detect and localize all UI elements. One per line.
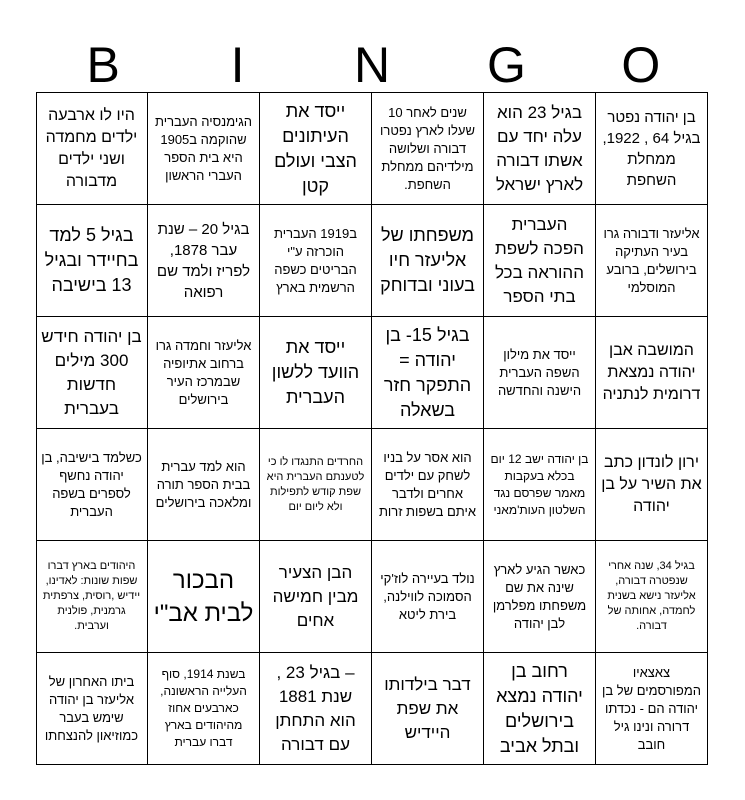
bingo-cell[interactable] [372, 93, 484, 205]
bingo-cell[interactable] [372, 653, 484, 765]
cell-text: ייסד את הוועד ללשון העברית [271, 337, 360, 407]
cell-text: ב1919 העברית הוכרזה ע"י הבריטים כשפה הרשמית בארץ [274, 225, 357, 295]
cell-text: ירון לונדון כתב את השיר על בן יהודה [601, 453, 702, 515]
bingo-cell[interactable] [260, 205, 372, 317]
bingo-cell[interactable] [260, 653, 372, 765]
cell-text: נולד בעיירה לוז'קי הסמוכה לווילנה, בירת ליטא [380, 570, 475, 622]
bingo-grid [36, 92, 708, 764]
cell-text: אליעזר ודבורה גרו בעיר העתיקה בירושלים, ברובע המוסלמי [603, 225, 700, 295]
cell-text: כאשר הגיע לארץ שינה את שם משפחתו מפלרמן לבן יהודה [492, 561, 587, 631]
bingo-cell[interactable] [484, 653, 596, 765]
cell-text: היו לו ארבעה ילדים מחמדה ושני ילדים מדבורה [45, 106, 138, 190]
cell-text: המושבה אבן יהודה נמצאת דרומית לנתניה [602, 341, 701, 403]
cell-text: ייסד את מילון השפה העברית הישנה והחדשה [497, 346, 582, 398]
cell-text: בשנת 1914, סוף העלייה הראשונה, כארבעים אחוז מהיהודים בארץ דברו עברית [160, 667, 247, 749]
cell-text: ייסד את העיתונים הצבי ועולם קטן [274, 100, 357, 196]
bingo-cell[interactable] [484, 205, 596, 317]
cell-text: בגיל 20 – שנת עבר 1878, לפריז ולמד שם רפואה [156, 220, 251, 301]
cell-text: העברית הפכה לשפת ההוראה בכל בתי הספר [495, 214, 584, 306]
bingo-cell[interactable] [484, 317, 596, 429]
cell-text: הוא למד עברית בבית הספר תורה ומלאכה בירושלים [155, 458, 252, 510]
bingo-cell[interactable] [484, 541, 596, 653]
bingo-cell[interactable] [596, 317, 708, 429]
cell-text: בגיל 5 למד בחיידר ובגיל 13 בישיבה [44, 225, 139, 295]
cell-text: משפחתו של אליעזר חיו בעוני ובדוחק [380, 225, 475, 295]
cell-text: בגיל 34, שנה אחרי שנפטרה דבורה, אליעזר נישא בשנית לחמדה, אחותה של דבורה. [607, 560, 696, 632]
cell-text: שנים לאחר 10 שעלו לארץ נפטרו דבורה ושלושה מילדיהם ממחלת השחפת. [380, 104, 475, 192]
bingo-cell[interactable] [372, 317, 484, 429]
bingo-cell[interactable] [36, 317, 148, 429]
bingo-cell[interactable] [148, 205, 260, 317]
cell-text: החרדים התנגדו לו כי לטענתם העברית היא שפת קודש לתפילות ולא ליום יום [266, 455, 365, 513]
bingo-cell[interactable] [36, 93, 148, 205]
cell-text: הבן הצעיר מבין חמישה אחים [272, 562, 359, 630]
cell-text: הבכור לבית אב"י [153, 566, 254, 627]
cell-text: אליעזר וחמדה גרו ברחוב אתיופיה שבמרכז העיר בירושלים [155, 337, 252, 407]
header-letter-i: I [230, 37, 245, 93]
header-letter-o: O [621, 37, 661, 93]
bingo-cell[interactable] [596, 93, 708, 205]
bingo-cell[interactable] [372, 541, 484, 653]
cell-text: היהודים בארץ דברו שפות שונות: לאדינו, יידיש ,רוסית, צרפתית גרמנית, פולנית וערבית. [42, 560, 141, 632]
bingo-cell[interactable] [260, 93, 372, 205]
cell-text: כשלמד בישיבה, בן יהודה נחשף לספרים בשפה העברית [41, 449, 142, 519]
bingo-cell[interactable] [36, 429, 148, 541]
bingo-cell[interactable] [148, 429, 260, 541]
bingo-cell[interactable] [148, 93, 260, 205]
bingo-cell[interactable] [148, 541, 260, 653]
cell-text: בן יהודה ישב 12 יום בכלא בעקבות מאמר שפרסם נגד השלטון העות'מאני [490, 451, 589, 517]
bingo-cell[interactable] [596, 541, 708, 653]
bingo-cell[interactable] [372, 205, 484, 317]
bingo-cell[interactable] [484, 93, 596, 205]
cell-text: בן יהודה חידש 300 מילים חדשות בעברית [41, 326, 142, 418]
bingo-cell[interactable] [484, 429, 596, 541]
bingo-cell[interactable] [36, 653, 148, 765]
cell-text: דבר בילדותו את שפת היידיש [384, 674, 471, 742]
cell-text: הוא אסר על בניו לשחק עם ילדים אחרים ולדבר איתם בשפות זרות [378, 449, 477, 519]
bingo-cell[interactable] [260, 429, 372, 541]
bingo-cell[interactable] [372, 429, 484, 541]
bingo-cell[interactable] [148, 317, 260, 429]
cell-text: ביתו האחרון של אליעזר בן יהודה שימש בעבר כמוזיאון להנצחתו [44, 673, 139, 743]
cell-text: רחוב בן יהודה נמצא בירושלים ובתל אביב [496, 660, 583, 756]
bingo-cell[interactable] [596, 429, 708, 541]
bingo-cell[interactable] [596, 653, 708, 765]
header-letter-g: G [486, 37, 526, 93]
bingo-cell[interactable] [36, 205, 148, 317]
cell-text: בגיל 23 הוא עלה יחד עם אשתו דבורה לארץ ישראל [495, 102, 584, 194]
cell-text: בגיל 15- בן יהודה = התפקר חזר בשאלה [383, 324, 472, 420]
header-letter-b: B [86, 37, 120, 93]
bingo-cell[interactable] [36, 541, 148, 653]
bingo-cell[interactable] [596, 205, 708, 317]
cell-text: בן יהודה נפטר בגיל 64 , 1922, ממחלת השחפת [602, 108, 701, 189]
cell-text: – בגיל 23 , שנת 1881 הוא התחתן עם דבורה [275, 662, 356, 754]
bingo-header [36, 36, 708, 94]
bingo-cell[interactable] [260, 541, 372, 653]
cell-text: צאצאיו המפורסמים של בן יהודה הם - נכדתו דרורה ונינו גיל חובב [601, 664, 702, 752]
header-letter-n: N [353, 37, 391, 93]
cell-text: הגימנסיה העברית שהוקמה ב1905 היא בית הספר העברי הראשון [155, 113, 252, 183]
bingo-cell[interactable] [260, 317, 372, 429]
bingo-cell[interactable] [148, 653, 260, 765]
